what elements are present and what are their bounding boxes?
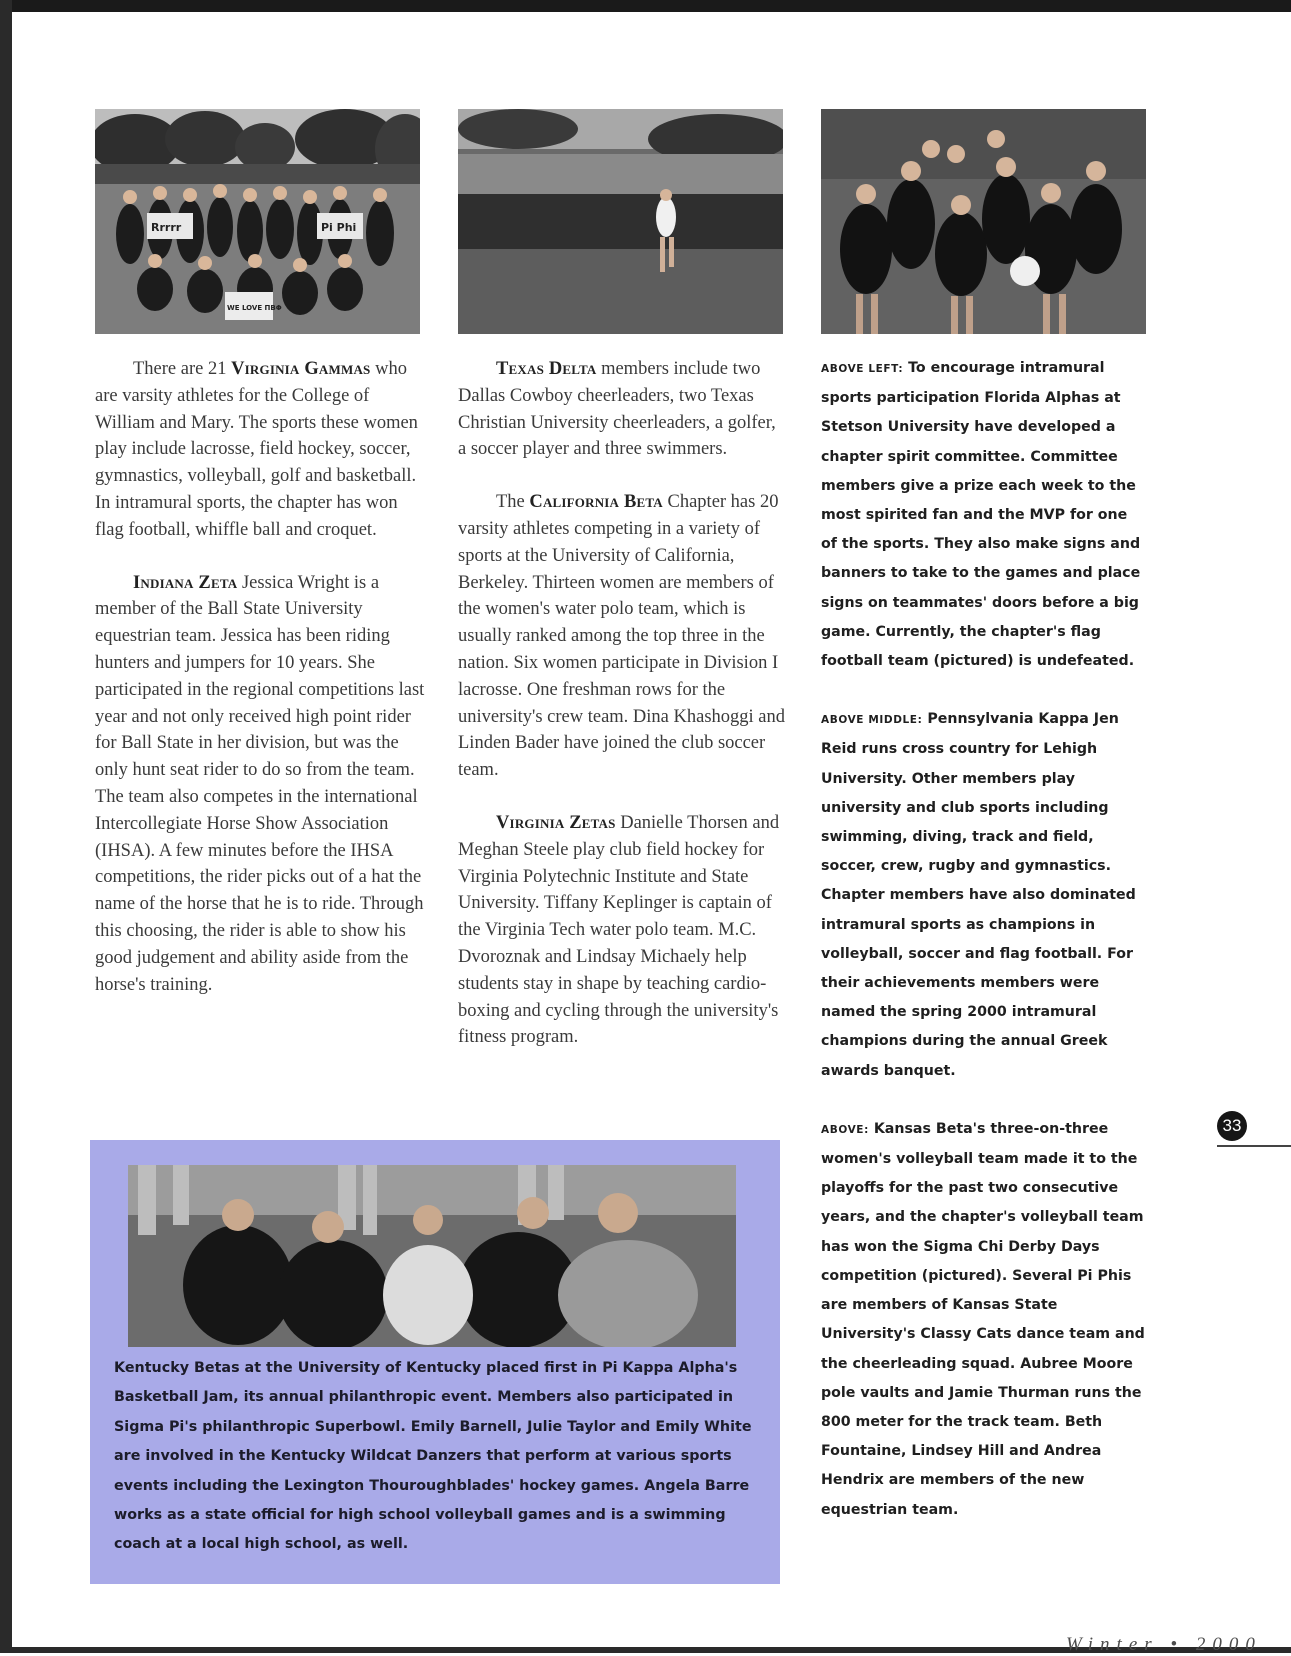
top-border [0, 0, 1291, 12]
sign-we-love: WE LOVE ΠΒΦ [227, 304, 282, 312]
middle-column [458, 356, 788, 1077]
caption-label: ABOVE LEFT: [821, 363, 904, 375]
footer-issue: Winter • 2000 [1066, 1634, 1262, 1655]
page-number-rule [1217, 1145, 1291, 1147]
chapter-name: Texas Delta [496, 359, 597, 379]
caption-label: ABOVE MIDDLE: [821, 714, 923, 727]
text: who are varsity athletes for the College of William and Mary. The sports these women play include lacrosse, field hockey, soccer, gymnastics, volleyball, golf and basketball. In intramural sports, the chapter has won flag football, whiffle ball and croquet. [95, 359, 418, 540]
paragraph-virginia-gammas [95, 356, 428, 544]
sign-pi-phi: Pi Phi [321, 221, 357, 234]
caption-above-middle [821, 705, 1146, 1086]
left-border [0, 0, 12, 1653]
text: The [496, 492, 530, 513]
chapter-name: Virginia Gammas [231, 359, 371, 379]
chapter-name: Indiana Zeta [133, 572, 238, 593]
chapter-name: Virginia Zetas [496, 812, 616, 833]
left-column [95, 356, 428, 1024]
caption-text: Kansas Beta's three-on-three women's volleyball team made it to the playoffs for the past two consecutive years, and the chapter's volleyball team has won the Sigma Chi Derby Days competition (pictured). Several Pi Phis are members of Kansas State University's Classy Cats dance team and the cheerleading squad. Aubree Moore pole vaults and Jamie Thurman runs the 800 meter for the track team. Beth Fountaine, Lindsey Hill and Andrea Hendrix are members of the new equestrian team. [821, 1120, 1145, 1518]
photo-volleyball-team [821, 109, 1146, 334]
photo-cross-country-runner [458, 109, 783, 334]
kentucky-beta-box [90, 1140, 780, 1584]
text: Danielle Thorsen and Meghan Steele play club field hockey for Virginia Polytechnic Institute and State University. Tiffany Keplinger is captain of the Virginia Tech water polo team. M.C. Dvoroznak and Lindsay Michaely help students stay in shape by teaching cardio-boxing and cycling through the university's fitness program. [458, 812, 780, 1048]
page-number: 33 [1217, 1111, 1247, 1141]
text: There are 21 [133, 359, 232, 379]
text: Chapter has 20 varsity athletes competing in a variety of sports at the University of California, Berkeley. Thirteen women are members of the women's water polo team, which is usually ranked among the top three in the nation. Six women participate in Division I lacrosse. One freshman rows for the university's crew team. Dina Khashoggi and Linden Bader have joined the club soccer team. [458, 492, 786, 781]
text: members include two Dallas Cowboy cheerleaders, two Texas Christian University cheerleaders, a golfer, a soccer player and three swimmers. [458, 359, 776, 460]
kentucky-beta-caption: Kentucky Betas at the University of Kentucky placed first in Pi Kappa Alpha's Basketball Jam, its annual philanthropic event. Members also participated in Sigma Pi's philanthropic Superbowl. Emily Barnell, Julie Taylor and Emily White are involved in the Kentucky Wildcat Danzers that perform at various sports events including the Lexington Thouroughblades' hockey games. Angela Barre works as a state official for high school volleyball games and is a swimming coach at a local high school, as well. [114, 1360, 752, 1553]
caption-above [821, 1115, 1146, 1525]
caption-above-left [821, 354, 1146, 676]
caption-column [821, 354, 1146, 1554]
sign-rrrrr: Rrrrr [151, 221, 182, 234]
photo-basketball-jam [128, 1165, 736, 1347]
photo-flag-football-team [95, 109, 420, 334]
caption-text: To encourage intramural sports participation Florida Alphas at Stetson University have developed a chapter spirit committee. Committee members give a prize each week to the most spirited fan and the MVP for one of the sports. They also make signs and banners to take to the games and place signs on teammates' doors before a big game. Currently, the chapter's flag football team (pictured) is undefeated. [821, 360, 1141, 670]
text: Jessica Wright is a member of the Ball State University equestrian team. Jessica has been riding hunters and jumpers for 10 years. She participated in the regional competitions last year and not only received high point rider for Ball State in her division, but was the only hunt seat rider to do so from the team. The team also competes in the international Intercollegiate Horse Show Association (IHSA). A few minutes before the IHSA competitions, the rider picks out of a hat the name of the horse that he is to ride. Through this choosing, the rider is able to show his good judgement and ability aside from the horse's training. [95, 572, 425, 995]
chapter-name: California Beta [529, 492, 663, 513]
caption-text: Pennsylvania Kappa Jen Reid runs cross country for Lehigh University. Other members play university and club sports including swimming, diving, track and field, soccer, crew, rugby and gymnastics. Chapter members have also dominated intramural sports as champions in volleyball, soccer and flag football. For their achievements members were named the spring 2000 intramural champions during the annual Greek awards banquet. [821, 711, 1136, 1079]
caption-label: ABOVE: [821, 1123, 869, 1136]
paragraph-california-beta [458, 489, 788, 784]
paragraph-virginia-zetas [458, 810, 788, 1051]
paragraph-indiana-zeta [95, 570, 428, 999]
paragraph-texas-delta [458, 356, 788, 463]
